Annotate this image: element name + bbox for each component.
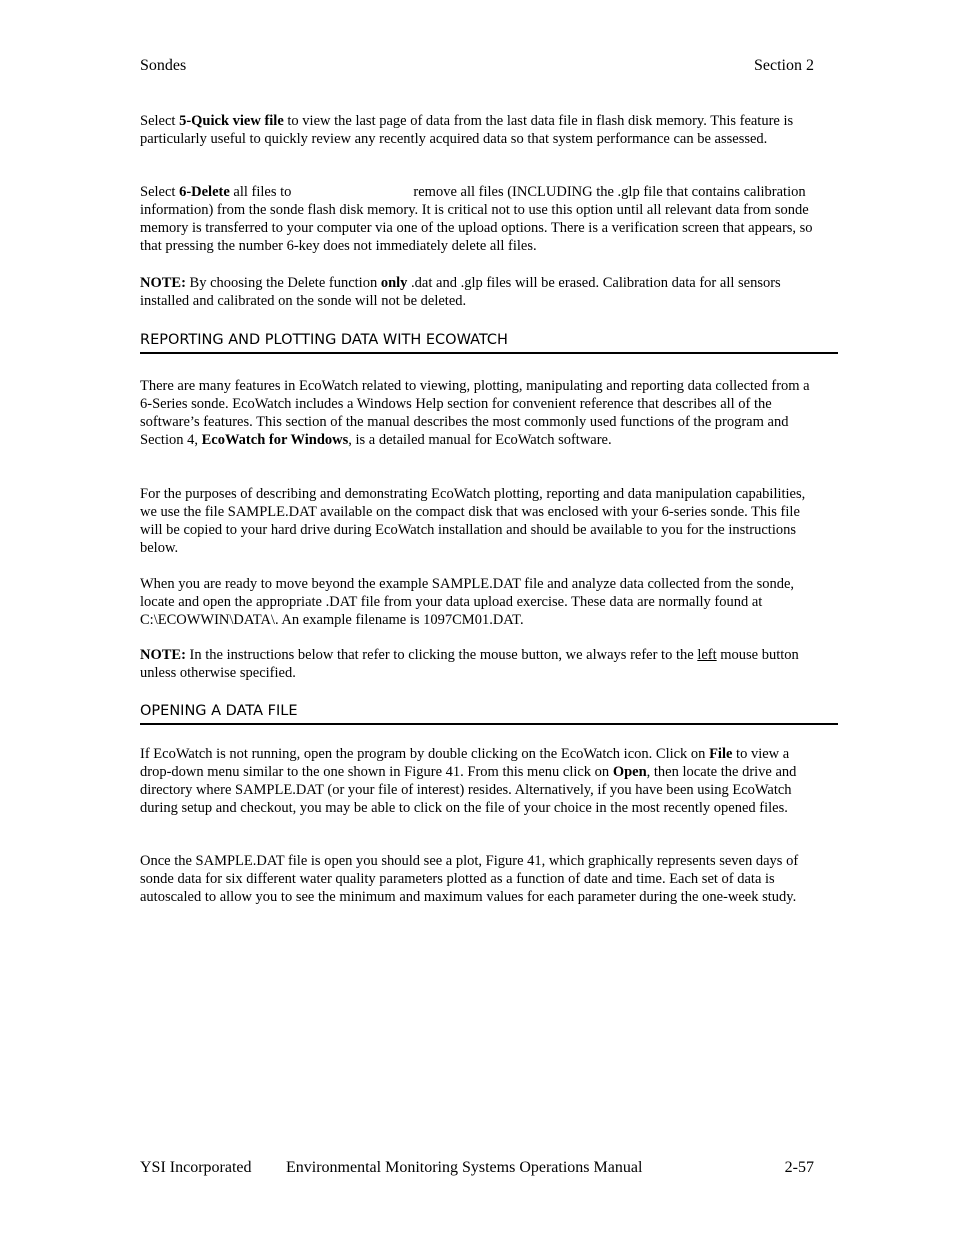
header-left: Sondes <box>140 57 187 74</box>
section-heading-opening: OPENING A DATA FILE <box>140 701 838 725</box>
footer-manual-title: Environmental Monitoring Systems Operations Manual <box>286 1159 643 1176</box>
footer-company: YSI Incorporated <box>140 1159 252 1176</box>
paragraph-quick-view: Select 5-Quick view file to view the last page of data from the last data file in flash disk memory. This feature is particularly useful to quickly review any recently acquired data so that system performance can be assessed. <box>140 113 794 147</box>
paragraph-plot-description: Once the SAMPLE.DAT file is open you should see a plot, Figure 41, which graphically represents seven days of sonde data for six different water quality parameters plotted as a function of date and time. Each set of data is autoscaled to allow you to see the minimum and maximum values for each parameter during the one-week study. <box>140 853 799 905</box>
footer-page-number: 2-57 <box>784 1159 814 1176</box>
paragraph-delete: Select 6-Delete all files to remove all files (INCLUDING the .glp file that contains calibration information) from the sonde flash disk memory. It is critical not to use this option until all relevant data from sonde memory is transferred to your computer via one of the upload options. There is a verification screen that appears, so that pressing the number 6-key does not immediately delete all files. <box>140 184 813 254</box>
page-header <box>140 56 814 76</box>
paragraph-features: There are many features in EcoWatch related to viewing, plotting, manipulating and reporting data collected from a 6-Series sonde. EcoWatch includes a Windows Help section for convenient reference that describes all of the software’s features. This section of the manual describes the most commonly used functions of the program and Section 4, EcoWatch for Windows, is a detailed manual for EcoWatch software. <box>140 378 810 448</box>
section-heading-reporting: REPORTING AND PLOTTING DATA WITH ECOWATCH <box>140 330 838 354</box>
paragraph-own-data: When you are ready to move beyond the example SAMPLE.DAT file and analyze data collected from the sonde, locate and open the appropriate .DAT file from your data upload exercise. These data are normally found at C:\ECOWWIN\DATA\. An example filename is 1097CM01.DAT. <box>140 576 795 628</box>
paragraph-note-delete: NOTE: By choosing the Delete function only .dat and .glp files will be erased. Calibration data for all sensors installed and calibrated on the sonde will not be deleted. <box>140 275 781 309</box>
header-right: Section 2 <box>754 57 814 74</box>
paragraph-open-file: If EcoWatch is not running, open the program by double clicking on the EcoWatch icon. Click on File to view a drop-down menu similar to the one shown in Figure 41. From this menu click on Open, then locate the drive and directory where SAMPLE.DAT (or your file of interest) resides. Alternatively, if you have been using EcoWatch during setup and checkout, you may be able to click on the file of your choice in the most recently opened files. <box>140 746 797 816</box>
paragraph-sample-file: For the purposes of describing and demonstrating EcoWatch plotting, reporting and data manipulation capabilities, we use the file SAMPLE.DAT available on the compact disk that was enclosed with your 6-series sonde. This file will be copied to your hard drive during EcoWatch installation and should be available to you for the instructions below. <box>140 486 806 556</box>
paragraph-note-mouse: NOTE: In the instructions below that refer to clicking the mouse button, we always refer to the left mouse button unless otherwise specified. <box>140 647 799 681</box>
